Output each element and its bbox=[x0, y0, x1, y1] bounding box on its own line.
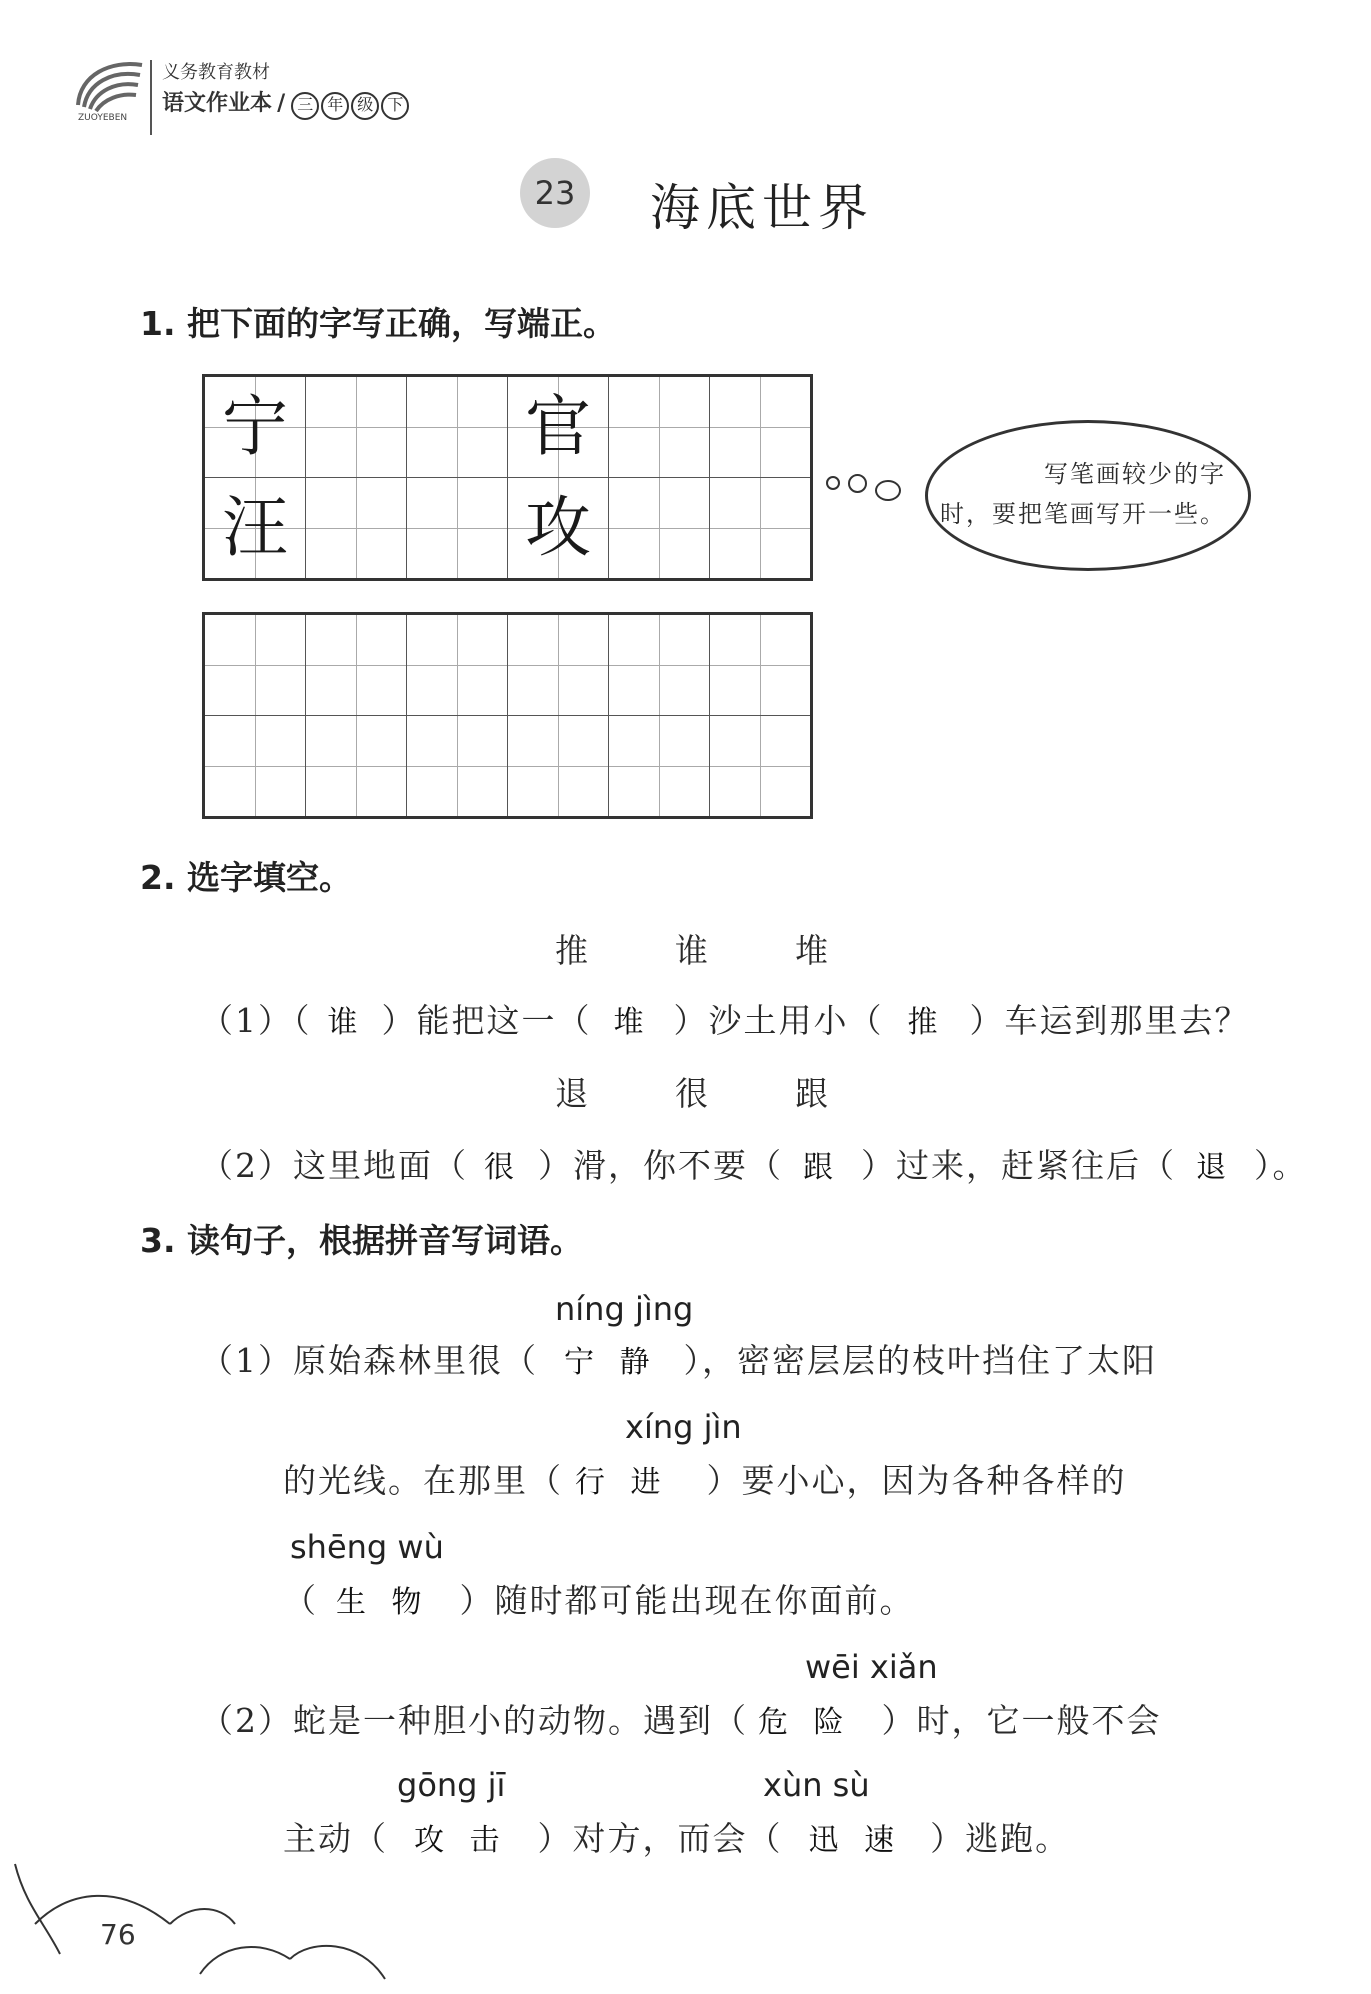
answer: 生 物 bbox=[336, 1585, 430, 1620]
sample-char: 宁 bbox=[204, 376, 306, 478]
series-label: 义务教育教材 bbox=[162, 62, 270, 83]
pinyin: xùn sù bbox=[763, 1766, 870, 1804]
sample-char: 攻 bbox=[508, 478, 609, 580]
answer: 退 bbox=[1196, 1150, 1234, 1185]
lesson-number: 23 bbox=[520, 158, 590, 228]
option-char: 退 bbox=[555, 1074, 590, 1113]
question-3-heading: 3. 读句子，根据拼音写词语。 bbox=[140, 1221, 583, 1260]
writing-cell[interactable] bbox=[710, 376, 812, 478]
option-char: 很 bbox=[675, 1074, 710, 1113]
answer: 迅 速 bbox=[808, 1823, 903, 1858]
writing-cell[interactable] bbox=[407, 376, 508, 478]
writing-cell[interactable] bbox=[710, 478, 812, 580]
q3-p1-line-3: （ 生 物 ）随时都可能出现在你面前。 bbox=[283, 1581, 915, 1620]
writing-cell[interactable] bbox=[407, 716, 508, 818]
writing-cell[interactable] bbox=[710, 716, 812, 818]
pinyin: shēng wù bbox=[290, 1528, 444, 1566]
writing-cell[interactable] bbox=[609, 716, 710, 818]
q3-p1-line-2: 的光线。在那里（ 行 进 ）要小心，因为各种各样的 bbox=[283, 1461, 1127, 1500]
writing-cell[interactable] bbox=[609, 376, 710, 478]
writing-cell[interactable] bbox=[609, 614, 710, 716]
logo-text: ZUOYEBEN bbox=[78, 113, 128, 123]
option-char: 谁 bbox=[675, 931, 710, 970]
writing-cell[interactable] bbox=[508, 614, 609, 716]
writing-grid-bottom bbox=[202, 612, 813, 819]
question-1-heading: 1. 把下面的字写正确，写端正。 bbox=[140, 304, 616, 343]
tip-bubble bbox=[925, 420, 1251, 571]
slash: / bbox=[277, 90, 286, 116]
option-char: 跟 bbox=[795, 1074, 830, 1113]
grade-char: 三 bbox=[291, 92, 319, 120]
writing-cell[interactable] bbox=[609, 478, 710, 580]
swirl-logo-icon bbox=[70, 55, 150, 115]
q3-p2-line-2: 主动（ 攻 击 ）对方，而会（ 迅 速 ）逃跑。 bbox=[283, 1819, 1071, 1858]
tip-line-2: 时，要把笔画写开一些。 bbox=[940, 500, 1226, 528]
answer: 宁 静 bbox=[564, 1345, 658, 1380]
writing-cell[interactable] bbox=[306, 376, 407, 478]
page-number: 76 bbox=[100, 1918, 136, 1951]
publisher-logo bbox=[70, 55, 150, 125]
pinyin: níng jìng bbox=[555, 1290, 694, 1328]
question-2-heading: 2. 选字填空。 bbox=[140, 858, 352, 897]
thought-dot bbox=[848, 474, 867, 493]
tip-line-1: 写笔画较少的字 bbox=[1044, 460, 1226, 488]
q2-sentence-1: （1）（ 谁 ）能把这一（ 堆 ）沙土用小（ 推 ）车运到那里去？ bbox=[200, 1001, 1250, 1040]
pinyin: wēi xiǎn bbox=[805, 1648, 938, 1686]
writing-cell[interactable] bbox=[710, 614, 812, 716]
writing-cell[interactable] bbox=[306, 614, 407, 716]
writing-cell[interactable] bbox=[407, 478, 508, 580]
pinyin: gōng jī bbox=[397, 1766, 506, 1804]
lesson-title: 海底世界 bbox=[650, 179, 874, 237]
answer: 堆 bbox=[613, 1005, 652, 1040]
writing-cell[interactable] bbox=[306, 478, 407, 580]
pinyin: xíng jìn bbox=[625, 1408, 742, 1446]
grade-char: 下 bbox=[381, 92, 409, 120]
grade-char: 级 bbox=[351, 92, 379, 120]
answer: 攻 击 bbox=[414, 1823, 508, 1858]
answer: 谁 bbox=[327, 1005, 366, 1040]
answer: 危 险 bbox=[758, 1705, 852, 1740]
sample-char: 汪 bbox=[204, 478, 306, 580]
q2-sentence-2: （2）这里地面（ 很 ）滑，你不要（ 跟 ）过来，赶紧往后（ 退 ）。 bbox=[200, 1146, 1308, 1185]
thought-dot bbox=[875, 480, 901, 501]
sample-char: 官 bbox=[508, 376, 609, 478]
answer: 行 进 bbox=[575, 1465, 669, 1500]
answer: 跟 bbox=[803, 1150, 841, 1185]
writing-cell[interactable] bbox=[204, 614, 306, 716]
option-char: 推 bbox=[555, 931, 590, 970]
writing-cell[interactable] bbox=[508, 716, 609, 818]
writing-cell[interactable] bbox=[407, 614, 508, 716]
thought-dot bbox=[826, 476, 840, 490]
cloud-decoration bbox=[0, 1844, 420, 1994]
writing-grid-top bbox=[202, 374, 813, 581]
book-title: 语文作业本 bbox=[162, 90, 273, 116]
grade-char: 年 bbox=[321, 92, 349, 120]
q3-p2-line-1: （2）蛇是一种胆小的动物。遇到（ 危 险 ）时，它一般不会 bbox=[200, 1701, 1162, 1740]
writing-cell[interactable] bbox=[204, 716, 306, 818]
answer: 很 bbox=[484, 1150, 522, 1185]
q3-p1-line-1: （1）原始森林里很（ 宁 静 ），密密层层的枝叶挡住了太阳 bbox=[200, 1341, 1158, 1380]
writing-cell[interactable] bbox=[306, 716, 407, 818]
option-char: 堆 bbox=[795, 931, 830, 970]
header-divider bbox=[150, 60, 152, 135]
book-title-line bbox=[162, 86, 410, 120]
answer: 推 bbox=[907, 1005, 946, 1040]
